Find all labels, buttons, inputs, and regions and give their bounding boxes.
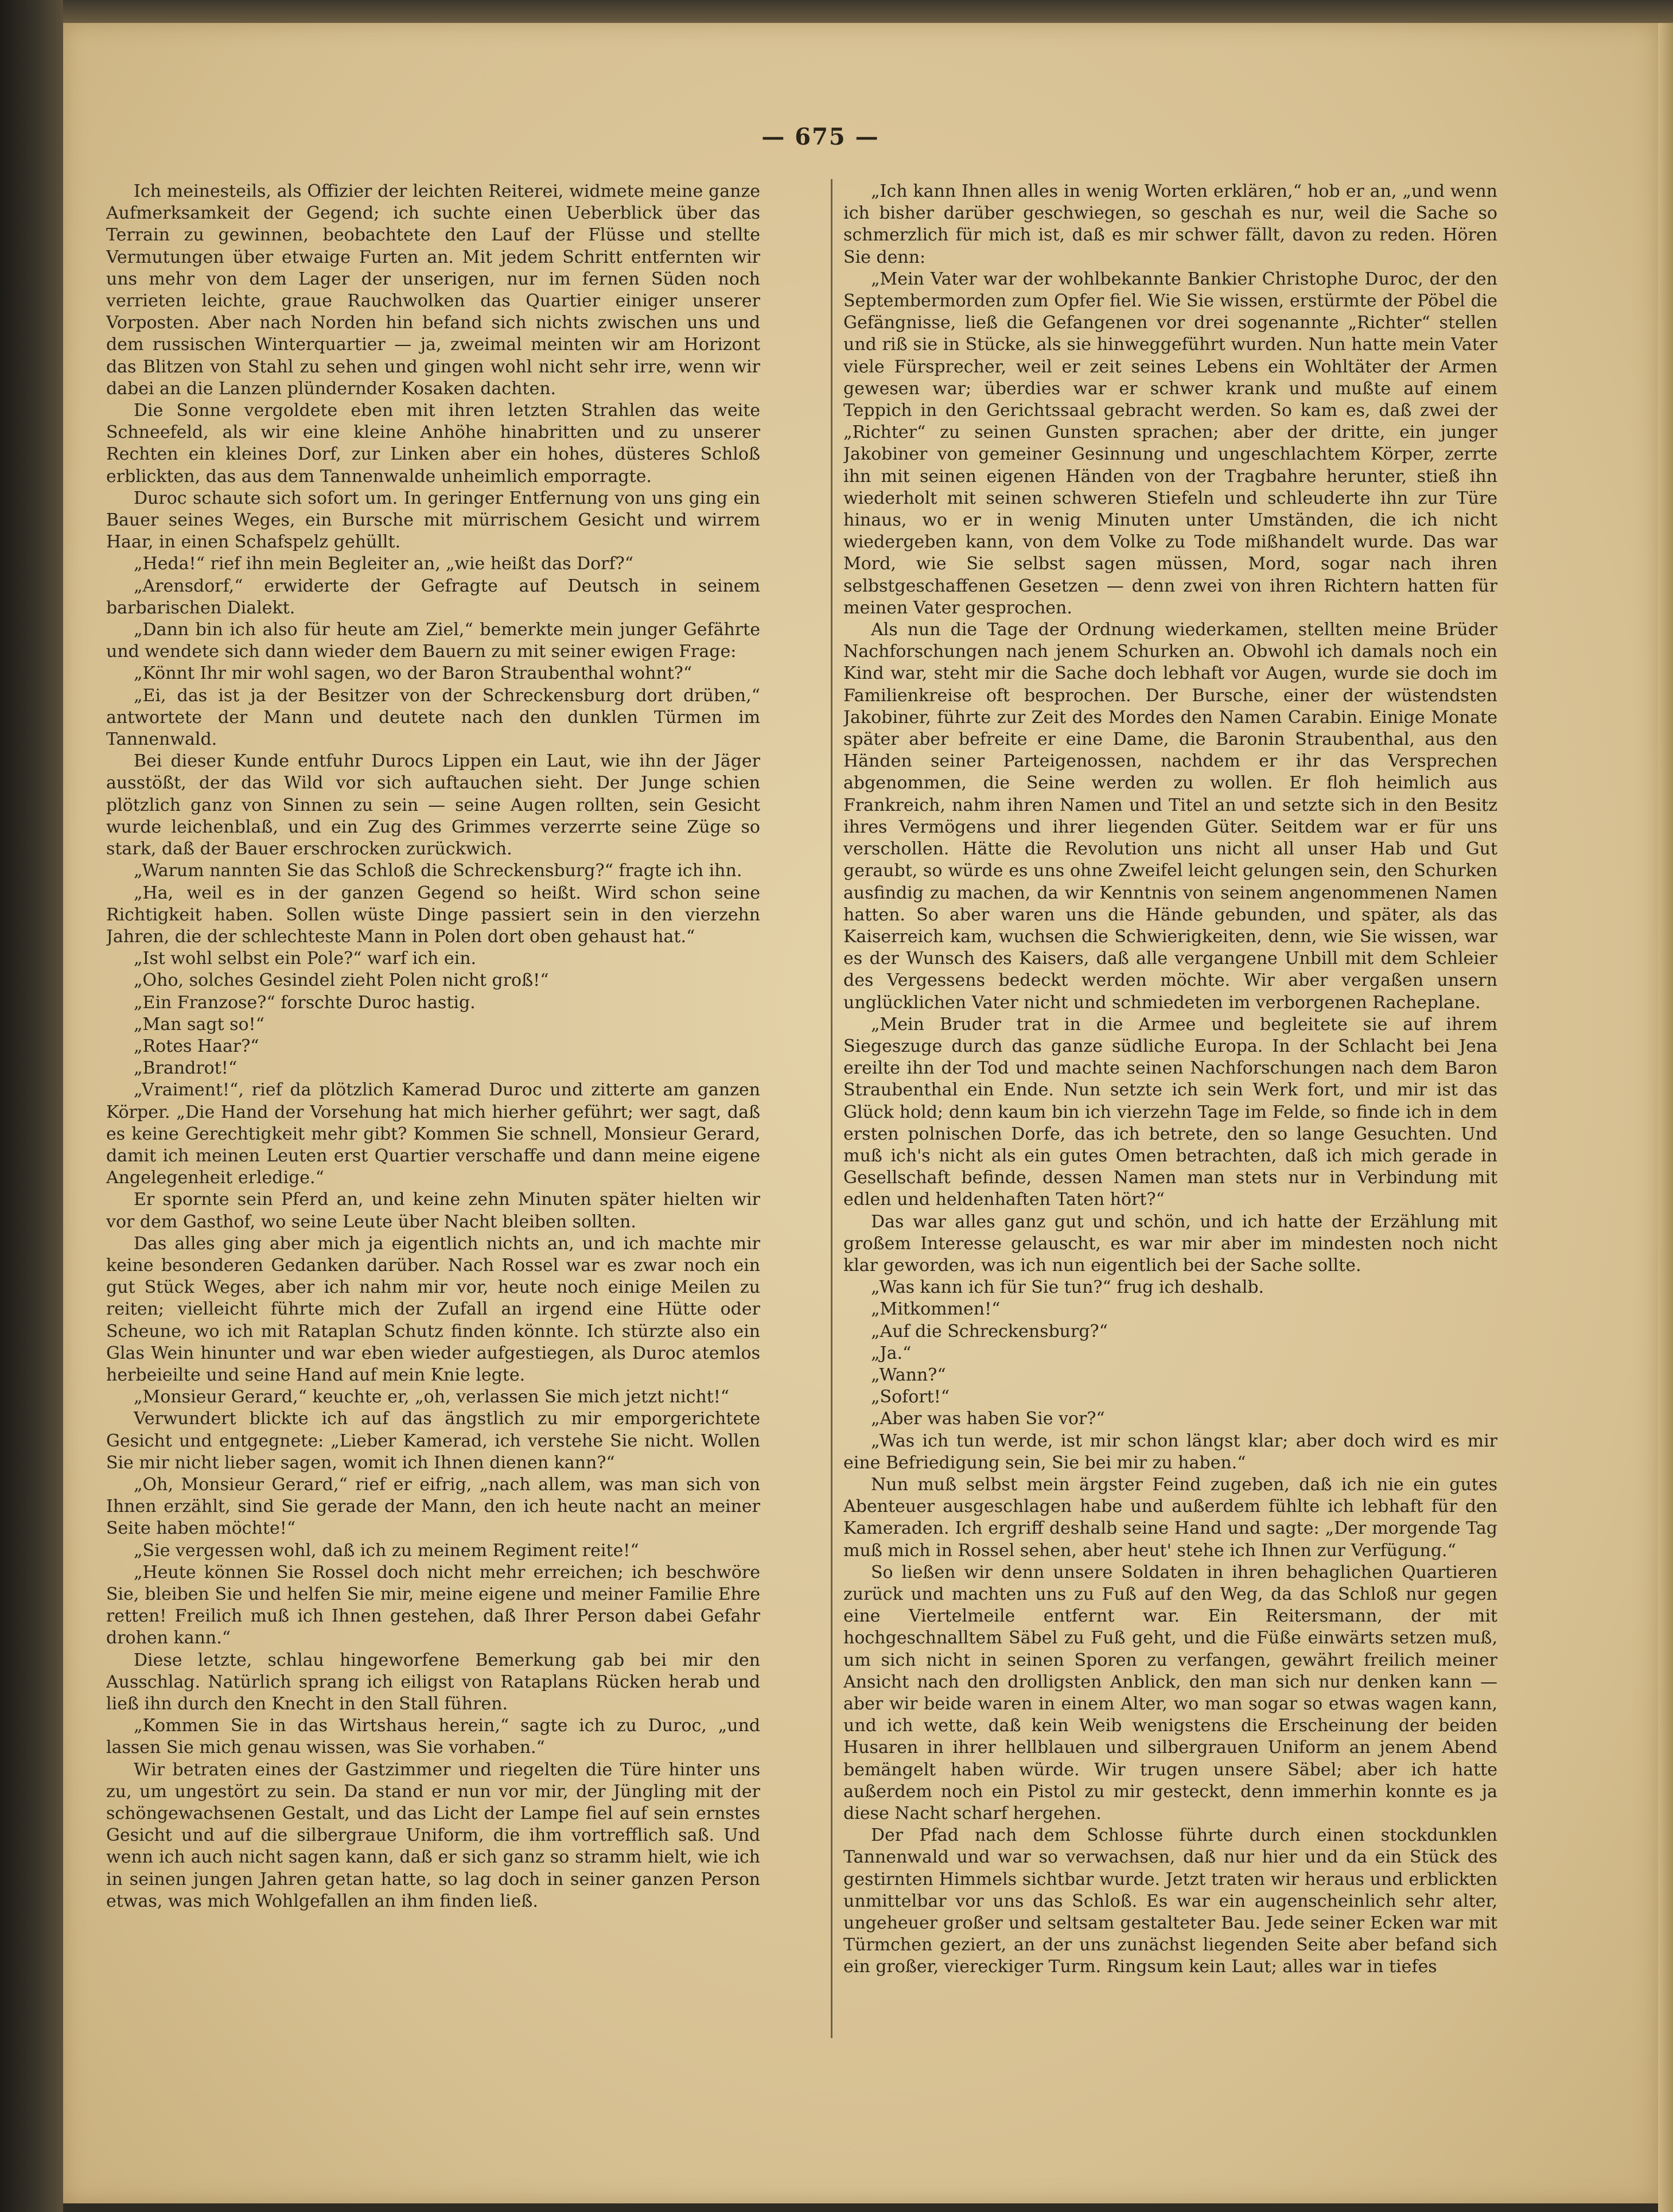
paragraph: „Wann?“ — [871, 1364, 946, 1385]
paragraph: „Oho, solches Gesindel zieht Polen nicht groß!“ — [134, 970, 549, 991]
paragraph: „Mitkommen!“ — [871, 1299, 1001, 1320]
paragraph: „Ich kann Ihnen alles in wenig Worten erklären,“ hob er an, „und wenn ich bisher darüber geschwiegen, so geschah es nur, weil die Sache so schmerzlich für mich ist, daß es mir schwer fällt, davon zu reden. Hören Sie denn: — [843, 181, 1497, 267]
paragraph: „Heute können Sie Rossel doch nicht mehr erreichen; ich beschwöre Sie, bleiben Sie und helfen Sie mir, meine eigene und meiner Familie Ehre retten! Freilich muß ich Ihnen gestehen, daß Ihrer Person dabei Gefahr drohen kann.“ — [106, 1562, 760, 1649]
paragraph: „Ei, das ist ja der Besitzer von der Schreckensburg dort drüben,“ antwortete der Mann und deutete nach den dunklen Türmen im Tannenwald. — [106, 685, 760, 750]
column-divider — [831, 179, 832, 2038]
paragraph: Der Pfad nach dem Schlosse führte durch einen stockdunklen Tannenwald und war so verwachsen, daß nur hier und da ein Stück des gestirnten Himmels sichtbar wurde. Jetzt traten wir heraus und erblickten unmittelbar vor uns das Schloß. Es war ein augenscheinlich sehr alter, ungeheuer großer und seltsam gestalteter Bau. Jede seiner Ecken war mit Türmchen geziert, an der uns zunächst liegenden Seite aber befand sich ein großer, viereckiger Turm. Ringsum kein Laut; alles war in tiefes — [843, 1825, 1497, 1977]
paragraph: „Könnt Ihr mir wohl sagen, wo der Baron Straubenthal wohnt?“ — [134, 663, 692, 684]
top-edge — [63, 0, 1673, 23]
paragraph: „Mein Vater war der wohlbekannte Bankier Christophe Duroc, der den Septembermorden zum Opfer fiel. Wie Sie wissen, erstürmte der Pöbel die Gefängnisse, ließ die Gefangenen vor drei sogenannte „Richter“ stellen und riß sie in Stücke, als sie hinweggeführt wurden. Nun hatte mein Vater viele Fürsprecher, weil er zeit seines Lebens ein Wohltäter der Armen gewesen war; überdies war er schwer krank und mußte auf einem Teppich in den Gerichtssaal gebracht werden. So kam es, daß zwei der „Richter“ zu seinen Gunsten sprachen; aber der dritte, ein junger Jakobiner von gemeiner Gesinnung und ungeschlachtem Körper, zerrte ihn mit seinen eigenen Händen von der Tragbahre herunter, stieß ihn wiederholt mit seinen schweren Stiefeln und schleuderte ihn zur Türe hinaus, wo er in wenig Minuten unter Umständen, die ich nicht wiedergeben kann, von dem Volke zu Tode mißhandelt wurde. Das war Mord, wie Sie selbst sagen müssen, Mord, sogar nach ihren selbstgeschaffenen Gesetzen — denn zwei von ihren Richtern hatten für meinen Vater gesprochen. — [843, 269, 1497, 618]
paragraph: „Ein Franzose?“ forschte Duroc hastig. — [134, 992, 476, 1013]
paragraph: Er spornte sein Pferd an, und keine zehn Minuten später hielten wir vor dem Gasthof, wo seine Leute über Nacht bleiben sollten. — [106, 1189, 760, 1232]
paragraph: So ließen wir denn unsere Soldaten in ihren behaglichen Quartieren zurück und machten uns zu Fuß auf den Weg, da das Schloß nur gegen eine Viertelmeile entfernt war. Ein Reitersmann, der mit hochgeschnalltem Säbel zu Fuß geht, und die Füße einwärts setzen muß, um sich nicht in seinen Sporen zu verfangen, gewährt freilich meiner Ansicht nach den drolligsten Anblick, den man sich nur denken kann — aber wir beide waren in einem Alter, wo man sogar so etwas wagen kann, und ich wette, daß kein Weib wenigstens die Erscheinung der beiden Husaren in ihrer hellblauen und silbergrauen Uniform an jenem Abend bemängelt haben würde. Wir trugen unsere Säbel; aber ich hatte außerdem noch ein Pistol zu mir gesteckt, denn immerhin konnte es ja diese Nacht scharf hergehen. — [843, 1562, 1497, 1824]
paragraph: „Was ich tun werde, ist mir schon längst klar; aber doch wird es mir eine Befriedigung sein, Sie bei mir zu haben.“ — [843, 1430, 1497, 1473]
paragraph: Wir betraten eines der Gastzimmer und riegelten die Türe hinter uns zu, um ungestört zu sein. Da stand er nun vor mir, der Jüngling mit der schöngewachsenen Gestalt, und das Licht der Lampe fiel auf sein ernstes Gesicht und auf die silbergraue Uniform, die ihm vortrefflich saß. Und wenn ich auch nicht sagen kann, daß er sich ganz so stramm hielt, wie ich in seinen jungen Jahren getan hatte, so lag doch in seiner ganzen Person etwas, was mich Wohlgefallen an ihm finden ließ. — [106, 1759, 760, 1911]
paragraph: „Mein Bruder trat in die Armee und begleitete sie auf ihrem Siegeszuge durch das ganze südliche Europa. In der Schlacht bei Jena ereilte ihn der Tod und machte seinen Nachforschungen nach dem Baron Straubenthal ein Ende. Nun setzte ich sein Werk fort, und mir ist das Glück hold; denn kaum bin ich vierzehn Tage im Felde, so finde ich in dem ersten polnischen Dorfe, das ich betrete, den so lange Gesuchten. Und muß ich's nicht als ein gutes Omen betrachten, daß ich mich gerade in Gesellschaft befinde, dessen Namen man stets nur in Verbindung mit edlen und heldenhaften Taten hört?“ — [843, 1014, 1497, 1210]
paragraph: Nun muß selbst mein ärgster Feind zugeben, daß ich nie ein gutes Abenteuer ausgeschlagen habe und außerdem fühlte ich lebhaft für den Kameraden. Ich ergriff deshalb seine Hand und sagte: „Der morgende Tag muß mich in Rossel sehen, aber heut' stehe ich Ihnen zur Verfügung.“ — [843, 1474, 1497, 1561]
page-number: — 675 — — [761, 123, 880, 150]
paragraph: „Brandrot!“ — [134, 1058, 238, 1079]
paragraph: Duroc schaute sich sofort um. In geringer Entfernung von uns ging ein Bauer seines Weges, ein Bursche mit mürrischem Gesicht und wirrem Haar, in einen Schafspelz gehüllt. — [106, 488, 760, 553]
paragraph: „Oh, Monsieur Gerard,“ rief er eifrig, „nach allem, was man sich von Ihnen erzählt, sind Sie gerade der Mann, den ich heute nacht an meiner Seite haben möchte!“ — [106, 1474, 760, 1539]
paragraph: „Sofort!“ — [871, 1387, 950, 1408]
book-spine — [0, 0, 63, 2212]
paragraph: „Warum nannten Sie das Schloß die Schreckensburg?“ fragte ich ihn. — [134, 861, 742, 881]
right-column — [843, 181, 1497, 2166]
paragraph: „Ha, weil es in der ganzen Gegend so heißt. Wird schon seine Richtigkeit haben. Sollen wüste Dinge passiert sein in den vierzehn Jahren, die der schlechteste Mann in Polen dort oben gehaust hat.“ — [106, 883, 760, 947]
paragraph: „Vraiment!“, rief da plötzlich Kamerad Duroc und zitterte am ganzen Körper. „Die Hand der Vorsehung hat mich hierher geführt; wer sagt, daß es keine Gerechtigkeit mehr gibt? Kommen Sie schnell, Monsieur Gerard, damit ich meinen Leuten erst Quartier verschaffe und dann meine eigene Angelegenheit erledige.“ — [106, 1080, 760, 1188]
left-column — [106, 181, 760, 2166]
paragraph: „Monsieur Gerard,“ keuchte er, „oh, verlassen Sie mich jetzt nicht!“ — [134, 1387, 730, 1408]
paragraph: „Dann bin ich also für heute am Ziel,“ bemerkte mein junger Gefährte und wendete sich dann wieder dem Bauern zu mit seiner ewigen Frage: — [106, 620, 760, 662]
paragraph: „Was kann ich für Sie tun?“ frug ich deshalb. — [871, 1277, 1265, 1298]
paragraph: Diese letzte, schlau hingeworfene Bemerkung gab bei mir den Ausschlag. Natürlich sprang ich eiligst von Rataplans Rücken herab und ließ ihn durch den Knecht in den Stall führen. — [106, 1650, 760, 1715]
paragraph: Verwundert blickte ich auf das ängstlich zu mir emporgerichtete Gesicht und entgegnete: „Lieber Kamerad, ich verstehe Sie nicht. Wollen Sie mir nicht lieber sagen, womit ich Ihnen dienen kann?“ — [106, 1409, 760, 1473]
paragraph: „Rotes Haar?“ — [134, 1036, 259, 1056]
paragraph: Das war alles ganz gut und schön, und ich hatte der Erzählung mit großem Interesse gelauscht, es war mir aber im mindesten noch nicht klar geworden, was ich nun eigentlich bei der Sache sollte. — [843, 1211, 1497, 1276]
paragraph: „Kommen Sie in das Wirtshaus herein,“ sagte ich zu Duroc, „und lassen Sie mich genau wissen, was Sie vorhaben.“ — [106, 1716, 760, 1758]
page-edge — [1658, 23, 1673, 2212]
paragraph: Als nun die Tage der Ordnung wiederkamen, stellten meine Brüder Nachforschungen nach jenem Schurken an. Obwohl ich damals noch ein Kind war, steht mir die Sache doch lebhaft vor Augen, wurde sie doch im Familienkreise oft besprochen. Der Bursche, einer der wüstendsten Jakobiner, führte zur Zeit des Mordes den Namen Carabin. Einige Monate später aber befreite er eine Dame, die Baronin Straubenthal, aus den Händen seiner Parteigenossen, nachdem er ihr das Versprechen abgenommen, die Seine werden zu wollen. Er floh heimlich aus Frankreich, nahm ihren Namen und Titel an und setzte sich in den Besitz ihres Vermögens und ihrer liegenden Güter. Seitdem war er für uns verschollen. Hätte die Revolution uns nicht all unser Hab und Gut geraubt, so würde es uns ohne Zweifel leicht gelungen sein, den Schurken ausfindig zu machen, da wir Kenntnis von seinem angenommenen Namen hatten. So aber waren uns die Hände gebunden, und später, als das Kaiserreich kam, wuchsen die Schwierigkeiten, denn, wie Sie wissen, war es der Wunsch des Kaisers, daß alle vergangene Unbill mit dem Schleier des Vergessens bedeckt werden möchte. Wir aber vergaßen unsern unglücklichen Vater nicht und schmiedeten im verborgenen Racheplane. — [843, 620, 1497, 1013]
paragraph: „Man sagt so!“ — [134, 1014, 264, 1035]
paragraph: Bei dieser Kunde entfuhr Durocs Lippen ein Laut, wie ihn der Jäger ausstößt, der das Wild vor sich auftauchen sieht. Der Junge schien plötzlich ganz von Sinnen zu sein — seine Augen rollten, sein Gesicht wurde leichenblaß, und ein Zug des Grimmes verzerrte seine Züge so stark, daß der Bauer erschrocken zurückwich. — [106, 751, 760, 860]
paragraph: Das alles ging aber mich ja eigentlich nichts an, und ich machte mir keine besonderen Gedanken darüber. Nach Rossel war es zwar noch ein gut Stück Weges, aber ich nahm mir vor, heute noch einige Meilen zu reiten; vielleicht führte mich der Zufall an irgend eine Hütte oder Scheune, wo ich mit Rataplan Schutz finden könnte. Ich stürzte also ein Glas Wein hinunter und war eben wieder aufgestiegen, als Duroc atemlos herbeieilte und seine Hand auf mein Knie legte. — [106, 1233, 760, 1385]
paragraph: „Heda!“ rief ihn mein Begleiter an, „wie heißt das Dorf?“ — [134, 554, 634, 574]
paragraph: Die Sonne vergoldete eben mit ihren letzten Strahlen das weite Schneefeld, als wir eine kleine Anhöhe hinabritten und zu unserer Rechten ein kleines Dorf, zur Linken aber ein hohes, düsteres Schloß erblickten, das aus dem Tannenwalde unheimlich emporragte. — [106, 401, 760, 487]
paragraph: „Auf die Schreckensburg?“ — [871, 1321, 1108, 1342]
paragraph: „Arensdorf,“ erwiderte der Gefragte auf Deutsch in seinem barbarischen Dialekt. — [106, 576, 760, 618]
paragraph: „Sie vergessen wohl, daß ich zu meinem Regiment reite!“ — [134, 1540, 639, 1561]
paragraph: „Ist wohl selbst ein Pole?“ warf ich ein. — [134, 948, 477, 969]
paragraph: Ich meinesteils, als Offizier der leichten Reiterei, widmete meine ganze Aufmerksamkeit der Gegend; ich suchte einen Ueberblick über das Terrain zu gewinnen, beobachtete den Lauf der Flüsse und stellte Vermutungen über etwaige Furten an. Mit jedem Schritt entfernten wir uns mehr von dem Lager der unserigen, nur im fernen Süden noch verrieten leichte, graue Rauchwolken das Quartier einiger unserer Vorposten. Aber nach Norden hin befand sich nichts zwischen uns und dem russischen Winterquartier — ja, zweimal meinten wir am Horizont das Blitzen von Stahl zu sehen und gingen wohl nicht sehr irre, wenn wir dabei an die Lanzen plündernder Kosaken dachten. — [106, 181, 760, 399]
paragraph: „Aber was haben Sie vor?“ — [871, 1409, 1105, 1429]
paragraph: „Ja.“ — [871, 1343, 912, 1363]
